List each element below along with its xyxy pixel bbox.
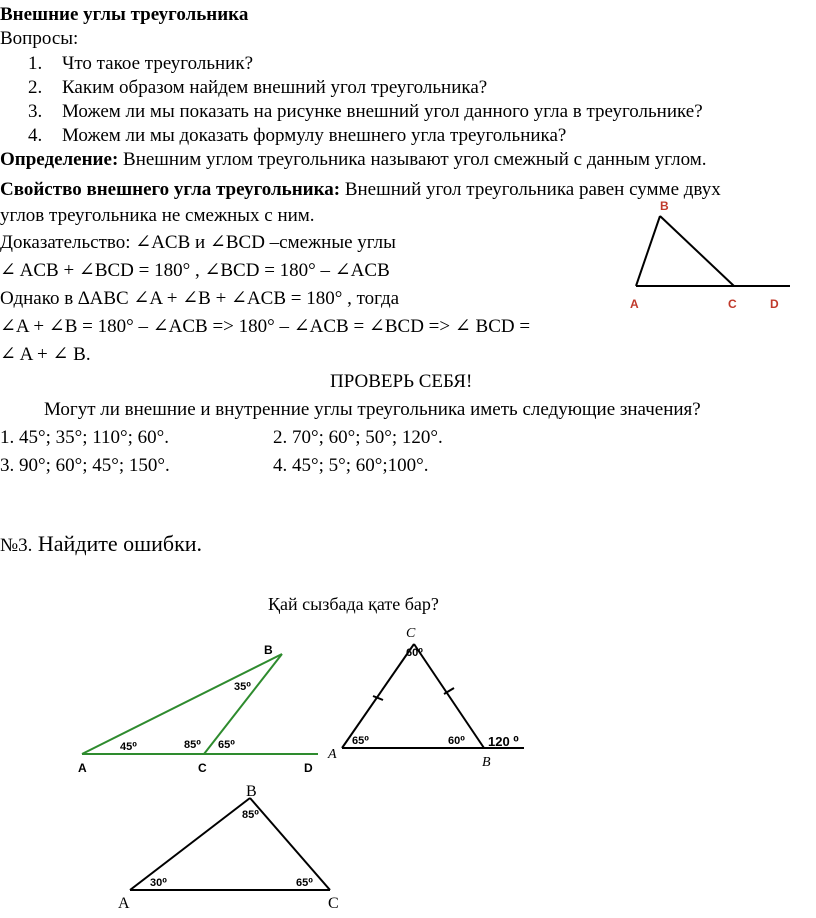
- side-ab: [82, 654, 282, 754]
- label-d: D: [770, 297, 779, 311]
- angle-a-label: 45⁰: [120, 741, 138, 753]
- side-cb: [414, 644, 484, 748]
- angle-c-label: 65⁰: [296, 877, 314, 889]
- proof-line: Доказательство: ∠ACB и ∠BCD –смежные углы: [0, 232, 396, 253]
- angle-acb-label: 85⁰: [184, 739, 202, 751]
- label-b: B: [482, 755, 491, 769]
- triangle-figure-abc: [620, 196, 816, 316]
- property-text: Внешний угол треугольника равен сумме двух: [340, 179, 721, 200]
- definition-label: Определение:: [0, 149, 119, 170]
- label-c: C: [406, 626, 416, 641]
- side-cb: [204, 654, 282, 754]
- question-text: Можем ли мы доказать формулу внешнего угла треугольника?: [62, 125, 567, 146]
- task3-number: №3.: [0, 535, 33, 556]
- angle-b-label: 85⁰: [242, 809, 260, 821]
- side-ba: [130, 798, 250, 890]
- question-text: Что такое треугольник?: [62, 53, 254, 74]
- question-item: [28, 100, 703, 124]
- question-item: [28, 52, 253, 76]
- question-number: 3.: [28, 101, 43, 122]
- property: [0, 178, 721, 202]
- angle-b-label: 60⁰: [448, 735, 466, 747]
- label-b: B: [264, 643, 273, 657]
- task3-heading: [0, 530, 202, 560]
- label-c: C: [728, 297, 737, 311]
- label-c: C: [328, 895, 339, 912]
- property-label: Свойство внешнего угла треугольника:: [0, 179, 341, 200]
- question-text: Можем ли мы показать на рисунке внешний угол данного угла в треугольнике?: [62, 101, 703, 122]
- label-d: D: [304, 761, 313, 775]
- page-title: Внешние углы треугольника: [0, 4, 249, 25]
- question-number: 1.: [28, 53, 43, 74]
- label-a: A: [328, 747, 337, 762]
- side-ca: [342, 644, 414, 748]
- proof-line: Однако в ∆ABC ∠A + ∠B + ∠ACB = 180° , тогда: [0, 288, 400, 309]
- label-b: B: [246, 783, 257, 800]
- question-number: 2.: [28, 77, 43, 98]
- angle-a-label: 65⁰: [352, 735, 370, 747]
- label-a: A: [78, 761, 87, 775]
- angle-bcd-label: 65⁰: [218, 739, 236, 751]
- figure-3: [112, 780, 352, 912]
- questions-label: Вопросы:: [0, 28, 79, 49]
- label-a: A: [118, 895, 130, 912]
- proof-line: ∠ A + ∠ B.: [0, 344, 91, 365]
- question-text: Каким образом найдем внешний угол треугольника?: [62, 77, 488, 98]
- definition: [0, 148, 707, 172]
- question-number: 4.: [28, 125, 43, 146]
- proof-line: ∠A + ∠B = 180° – ∠ACB => 180° – ∠ACB = ∠BCD => ∠ BCD =: [0, 316, 531, 337]
- side-bc: [660, 216, 734, 286]
- option: 2. 70°; 60°; 50°; 120°.: [273, 427, 443, 448]
- question-item: [28, 124, 566, 148]
- figure-2: [326, 624, 536, 769]
- label-c: C: [198, 761, 207, 775]
- option: 4. 45°; 5°; 60°;100°.: [273, 455, 429, 476]
- proof-line: ∠ ACB + ∠BCD = 180° , ∠BCD = 180° – ∠ACB: [0, 260, 390, 281]
- property-continuation: углов треугольника не смежных с ним.: [0, 205, 315, 226]
- angle-a-label: 30⁰: [150, 877, 168, 889]
- option: 3. 90°; 60°; 45°; 150°.: [0, 455, 170, 476]
- side-ab: [636, 216, 660, 286]
- angle-b-label: 35⁰: [234, 681, 252, 693]
- label-b: B: [660, 199, 669, 213]
- check-question: Могут ли внешние и внутренние углы треугольника иметь следующие значения?: [44, 399, 701, 420]
- option: 1. 45°; 35°; 110°; 60°.: [0, 427, 170, 448]
- question-item: [28, 76, 487, 100]
- label-a: A: [630, 297, 639, 311]
- check-title: ПРОВЕРЬ СЕБЯ!: [330, 371, 473, 392]
- exterior-angle-label: 120 ⁰: [488, 734, 519, 749]
- figure-1: [72, 640, 342, 775]
- angle-c-label: 60⁰: [406, 647, 424, 659]
- task3-text: Найдите ошибки.: [37, 531, 203, 556]
- side-bc: [250, 798, 330, 890]
- figure-caption: Қай сызбада қате бар?: [268, 594, 439, 614]
- definition-text: Внешним углом треугольника называют угол смежный с данным углом.: [118, 149, 707, 170]
